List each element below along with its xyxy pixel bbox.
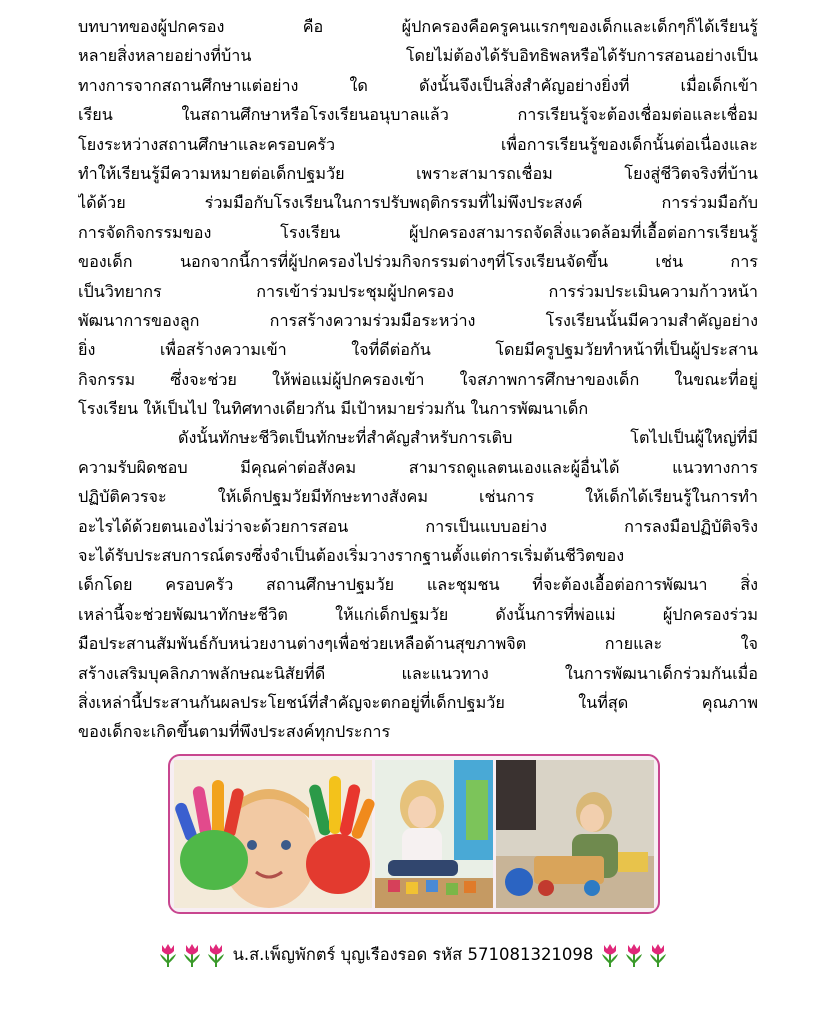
text-line-21: เหล่านี้จะช่วยพัฒนาทักษะชีวิต ให้แก่เด็กปฐมวัย ดังนั้นการที่พ่อแม่ ผู้ปกครองร่วม: [78, 604, 758, 624]
text-line-9: ของเด็ก นอกจากนี้การที่ผู้ปกครองไปร่วมกิจกรรมต่างๆที่โรงเรียนจัดขึ้น เช่น การ: [78, 252, 758, 272]
text-line-14: โรงเรียน ให้เป็นไป ในทิศทางเดียวกัน มีเป้าหมายร่วมกัน ในการพัฒนาเด็ก: [78, 399, 589, 419]
author-name-and-id: น.ส.เพ็ญพักตร์ บุญเรืองรอด รหัส 571081321098: [232, 945, 594, 964]
text-line-17: ปฏิบัติควรจะ ให้เด็กปฐมวัยมีทักษะทางสังคม เช่นการ ให้เด็กได้เรียนรู้ในการทำ: [78, 487, 758, 507]
text-line-22: มือประสานสัมพันธ์กับหน่วยงานต่างๆเพื่อช่วยเหลือด้านสุขภาพจิต กายและ ใจ: [78, 634, 758, 654]
text-line-4: เรียน ในสถานศึกษาหรือโรงเรียนอนุบาลแล้ว การเรียนรู้จะต้องเชื่อมต่อและเชื่อม: [78, 105, 758, 125]
text-line-13: กิจกรรม ซึ่งจะช่วย ให้พ่อแม่ผู้ปกครองเข้า ใจสภาพการศึกษาของเด็ก ในขณะที่อยู่: [78, 369, 758, 389]
text-line-8: การจัดกิจกรรมของ โรงเรียน ผู้ปกครองสามารถจัดสิ่งแวดล้อมที่เอื้อต่อการเรียนรู้: [78, 222, 758, 242]
text-line-12: ยิ่ง เพื่อสร้างความเข้า ใจที่ดีต่อกัน โดยมีครูปฐมวัยทำหน้าที่เป็นผู้ประสาน: [78, 340, 758, 360]
photo-boy-toy: [496, 760, 654, 908]
text-line-11: พัฒนาการของลูก การสร้างความร่วมมือระหว่าง โรงเรียนนั้นมีความสำคัญอย่าง: [78, 310, 758, 330]
text-line-24: สิ่งเหล่านี้ประสานกันผลประโยชน์ที่สำคัญจะตกอยู่ที่เด็กปฐมวัย ในที่สุด คุณภาพ: [78, 692, 758, 712]
text-line-20: เด็กโดย ครอบครัว สถานศึกษาปฐมวัย และชุมชน ที่จะต้องเอื้อต่อการพัฒนา สิ่ง: [78, 575, 758, 595]
tulip-decoration-right: [599, 942, 669, 968]
tulip-icon: [599, 942, 621, 968]
text-line-6: ทำให้เรียนรู้มีความหมายต่อเด็กปฐมวัย เพราะสามารถเชื่อม โยงสู่ชีวิตจริงที่บ้าน: [78, 163, 758, 183]
photo-collage: [168, 754, 660, 914]
author-footer: [120, 938, 706, 972]
photo-painted-hands: [174, 760, 376, 908]
text-line-25: ของเด็กจะเกิดขึ้นตามที่พึงประสงค์ทุกประการ: [78, 722, 391, 742]
text-line-7: ได้ด้วย ร่วมมือกับโรงเรียนในการปรับพฤติกรรมที่ไม่พึงประสงค์ การร่วมมือกับ: [78, 193, 758, 213]
tulip-decoration-left: [157, 942, 227, 968]
children-photos-illustration: [174, 760, 654, 908]
text-line-15: ดังนั้นทักษะชีวิตเป็นทักษะที่สำคัญสำหรับการเติบ โตไปเป็นผู้ใหญ่ที่มี: [178, 428, 758, 448]
text-line-19: จะได้รับประสบการณ์ตรงซึ่งจำเป็นต้องเริ่มวางรากฐานตั้งแต่การเริ่มต้นชีวิตของ: [78, 546, 625, 566]
text-line-18: อะไรได้ด้วยตนเองไม่ว่าจะด้วยการสอน การเป็นแบบอย่าง การลงมือปฏิบัติจริง: [78, 516, 758, 536]
text-line-5: โยงระหว่างสถานศึกษาและครอบครัว เพื่อการเรียนรู้ของเด็กนั้นต่อเนื่องและ: [78, 134, 758, 154]
text-line-16: ความรับผิดชอบ มีคุณค่าต่อสังคม สามารถดูแลตนเองและผู้อื่นได้ แนวทางการ: [78, 457, 758, 477]
tulip-icon: [205, 942, 227, 968]
tulip-icon: [181, 942, 203, 968]
tulip-icon: [647, 942, 669, 968]
text-line-2: หลายสิ่งหลายอย่างที่บ้าน โดยไม่ต้องได้รับอิทธิพลหรือได้รับการสอนอย่างเป็น: [78, 46, 758, 66]
tulip-icon: [157, 942, 179, 968]
tulip-icon: [623, 942, 645, 968]
photo-girl-blocks: [375, 760, 493, 908]
body-text: [78, 12, 758, 747]
text-line-10: เป็นวิทยากร การเข้าร่วมประชุมผู้ปกครอง การร่วมประเมินความก้าวหน้า: [78, 281, 758, 301]
text-line-1: บทบาทของผู้ปกครอง คือ ผู้ปกครองคือครูคนแรกๆของเด็กและเด็กๆก็ได้เรียนรู้: [78, 17, 758, 36]
text-line-3: ทางการจากสถานศึกษาแต่อย่าง ใด ดังนั้นจึงเป็นสิ่งสำคัญอย่างยิ่งที่ เมื่อเด็กเข้า: [78, 75, 758, 95]
text-line-23: สร้างเสริมบุคลิกภาพลักษณะนิสัยที่ดี และแนวทาง ในการพัฒนาเด็กร่วมกันเมื่อ: [78, 663, 758, 683]
